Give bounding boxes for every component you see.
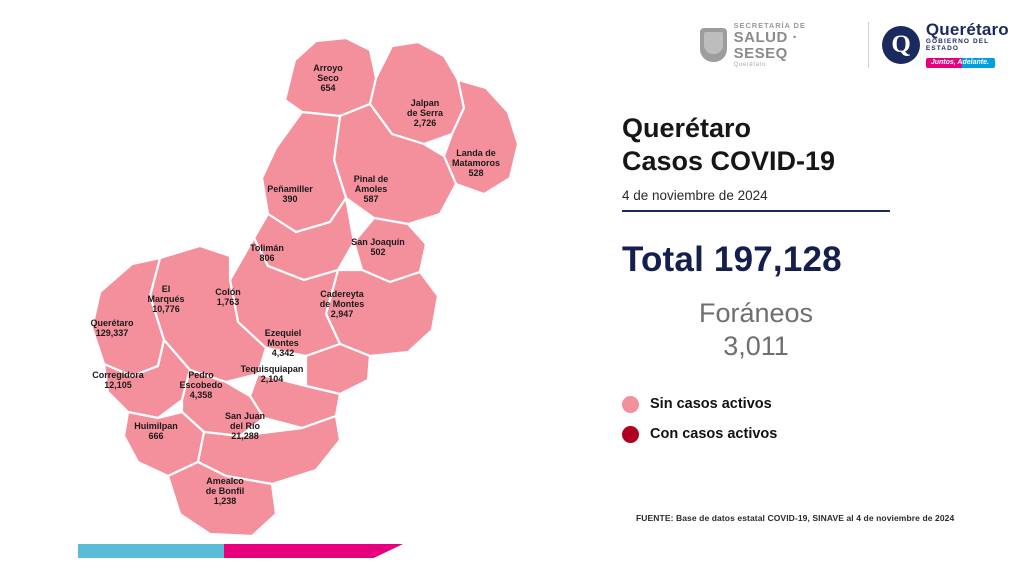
municipio-cases: 21,288 bbox=[231, 431, 259, 442]
queretaro-sub-label: GOBIERNO DEL ESTADO bbox=[925, 37, 990, 52]
legend-item-con-casos bbox=[622, 426, 992, 443]
queretaro-name-label: Querétaro bbox=[925, 19, 1009, 39]
municipio-name: Arroyo Seco bbox=[313, 62, 343, 83]
info-panel bbox=[622, 112, 992, 456]
municipio-cases: 587 bbox=[363, 194, 379, 205]
municipio-cases: 129,337 bbox=[95, 328, 129, 338]
logo-queretaro-gobierno bbox=[869, 19, 1024, 68]
municipio-cases: 806 bbox=[259, 253, 275, 263]
title-divider bbox=[622, 210, 890, 212]
municipio-name: Huimilpan bbox=[134, 420, 178, 431]
map-region-ezequiel-montes bbox=[306, 344, 370, 394]
municipio-name: San Juan del Río bbox=[224, 410, 266, 431]
header-logos bbox=[700, 19, 1024, 68]
municipio-name: Amealco de Bonfil bbox=[205, 475, 245, 496]
page-title bbox=[622, 112, 992, 178]
foraneos-label: Foráneos bbox=[698, 297, 814, 328]
page-title-line2: Casos COVID-19 bbox=[622, 145, 836, 176]
salud-secretaria-label: SECRETARÍA DE bbox=[733, 21, 806, 31]
map-region-penamiller bbox=[262, 112, 346, 232]
map-region-queretaro bbox=[92, 258, 164, 376]
queretaro-logo-text bbox=[926, 21, 1024, 69]
logo-salud-seseq bbox=[700, 22, 869, 68]
municipio-cases: 528 bbox=[468, 168, 484, 179]
municipio-name: Cadereyta de Montes bbox=[319, 288, 365, 309]
legend-item-sin-casos bbox=[622, 396, 992, 413]
bottom-bar-segment-blue bbox=[78, 544, 224, 558]
municipio-cases: 502 bbox=[370, 247, 386, 257]
salud-name-label: SALUD · SESEQ bbox=[733, 29, 798, 62]
legend-dot-icon bbox=[622, 426, 639, 443]
municipio-cases: 12,105 bbox=[104, 380, 132, 390]
municipio-cases: 4,358 bbox=[189, 390, 213, 401]
queretaro-map bbox=[40, 8, 600, 548]
legend bbox=[622, 396, 992, 443]
bottom-bar-segment-pink bbox=[224, 544, 374, 558]
bottom-bar-segment-taper bbox=[374, 544, 403, 558]
legend-label: Sin casos activos bbox=[650, 396, 772, 413]
municipio-name: Peñamiller bbox=[267, 183, 313, 194]
municipio-name: Ezequiel Montes bbox=[264, 327, 302, 348]
municipio-name: Corregidora bbox=[92, 369, 144, 380]
municipio-cases: 2,104 bbox=[260, 374, 284, 384]
municipio-name: Tequisquiapan bbox=[240, 363, 304, 374]
municipio-name: Tolimán bbox=[250, 242, 284, 253]
municipio-cases: 654 bbox=[320, 83, 336, 94]
map-svg bbox=[40, 8, 600, 548]
map-region-cadereyta-de-montes bbox=[326, 270, 438, 356]
municipio-name: Pedro Escobedo bbox=[179, 369, 223, 390]
queretaro-q-icon: Q bbox=[882, 26, 920, 64]
legend-label: Con casos activos bbox=[650, 426, 778, 443]
bottom-color-bar bbox=[78, 544, 403, 558]
municipio-name: San Joaquín bbox=[351, 236, 405, 247]
legend-dot-icon bbox=[622, 396, 639, 413]
municipio-name: El Marqués bbox=[147, 283, 185, 304]
report-date: 4 de noviembre de 2024 bbox=[622, 187, 768, 203]
municipio-name: Landa de Matamoros bbox=[451, 147, 501, 168]
municipio-name: Querétaro bbox=[90, 317, 134, 328]
page-title-line1: Querétaro bbox=[622, 113, 752, 143]
map-region-arroyo-seco bbox=[285, 38, 376, 116]
total-cases: Total 197,128 bbox=[622, 239, 842, 279]
municipio-cases: 390 bbox=[282, 194, 298, 204]
municipio-name: Pinal de Amoles bbox=[353, 173, 389, 194]
salud-logo-text bbox=[734, 22, 856, 68]
municipio-name: Colón bbox=[215, 286, 241, 297]
queretaro-tagline: Juntos, Adelante. bbox=[926, 58, 995, 67]
source-note: FUENTE: Base de datos estatal COVID-19, SINAVE al 4 de noviembre de 2024 bbox=[636, 513, 955, 523]
salud-sub-label: Querétaro bbox=[733, 61, 767, 68]
shield-icon bbox=[700, 28, 727, 62]
municipio-cases: 1,763 bbox=[216, 297, 240, 307]
municipio-cases: 4,342 bbox=[271, 348, 295, 359]
municipio-name: Jalpan de Serra bbox=[406, 97, 444, 118]
municipio-cases: 2,947 bbox=[330, 309, 354, 320]
foraneos-value: 3,011 bbox=[723, 330, 789, 361]
municipio-cases: 10,776 bbox=[152, 304, 180, 315]
municipio-cases: 2,726 bbox=[413, 118, 437, 129]
municipio-cases: 1,238 bbox=[213, 496, 237, 507]
municipio-cases: 666 bbox=[148, 431, 164, 441]
